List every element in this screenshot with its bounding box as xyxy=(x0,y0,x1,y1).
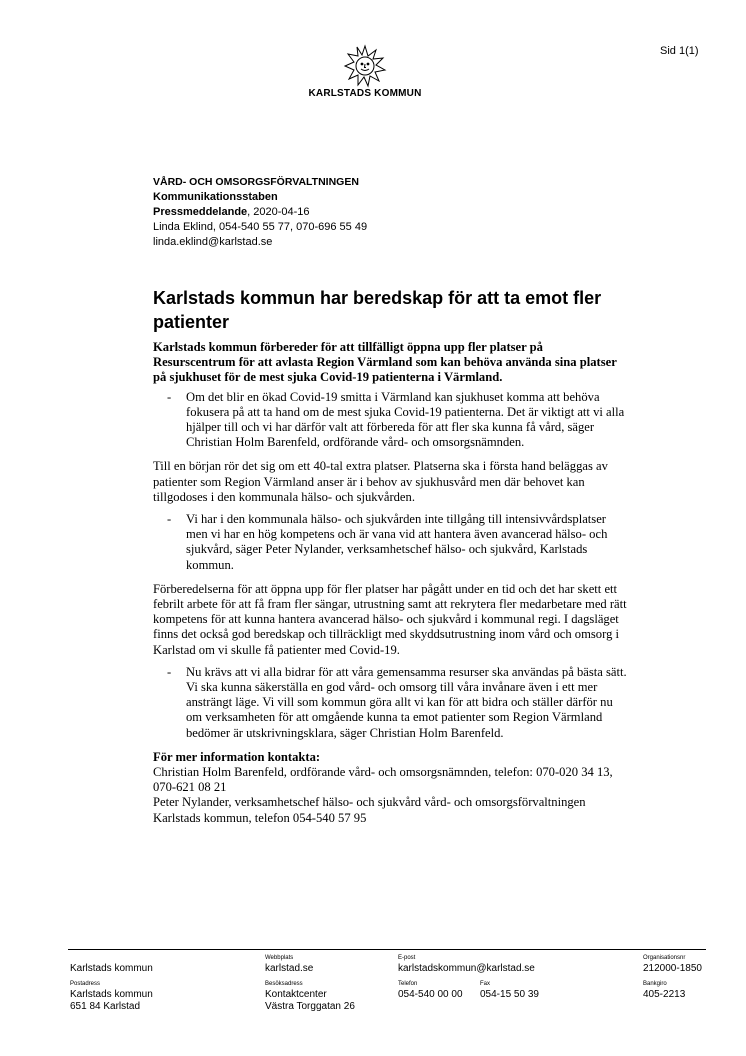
quote-1 xyxy=(153,390,628,451)
quote-3 xyxy=(153,665,628,741)
contact-person-1: Christian Holm Barenfeld, ordförande vård- och omsorgsnämnden, telefon: 070-020 34 13, 070-621 08 21 xyxy=(153,765,613,795)
footer-fax-value: 054-15 50 39 xyxy=(480,989,539,1000)
quote-dash: - xyxy=(167,512,172,527)
contact-person-2: Peter Nylander, verksamhetschef hälso- och sjukvård vård- och omsorgsförvaltningen Karlstads kommun, telefon 054-540 57 95 xyxy=(153,795,586,825)
footer-visit-line2: Västra Torggatan 26 xyxy=(265,1001,355,1012)
contact-line: Linda Eklind, 054-540 55 77, 070-696 55 49 xyxy=(153,221,368,233)
contacts-heading: För mer information kontakta: xyxy=(153,749,321,764)
sun-logo-icon xyxy=(343,44,387,88)
footer-email-link[interactable]: karlstadskommun@karlstad.se xyxy=(398,963,535,974)
quote-dash: - xyxy=(167,664,172,679)
quote-text: Nu krävs att vi alla bidrar för att våra gemensamma resurser ska användas på bästa sätt. Vi ska kunna säkerställa en god vård- och omsorg till våra invånare även i ett mer ansträngt läge. Vi vill som kommun göra allt vi kan för att bidra och ställer därför nu om verksamheten för att omgående kunna ta emot patienter som Region Värmland bedömer är utskrivningsklara, säger Christian Holm Barenfeld. xyxy=(186,664,627,740)
department-name: VÅRD- OCH OMSORGSFÖRVALTNINGEN xyxy=(153,176,359,188)
footer-fax-label: Fax xyxy=(480,981,491,987)
footer-bankgiro-label: Bankgiro xyxy=(643,981,667,987)
quote-2 xyxy=(153,512,628,573)
footer-post-label: Postadress xyxy=(70,981,101,987)
headline: Karlstads kommun har beredskap för att ta emot fler patienter xyxy=(153,288,602,332)
sender-block xyxy=(153,175,367,250)
logo-text: KARLSTADS KOMMUN xyxy=(308,88,422,99)
footer-phone-label: Telefon xyxy=(398,981,418,987)
quote-text: Vi har i den kommunala hälso- och sjukvården inte tillgång till intensivvårdsplatser men vi har en hög kompetens och är vana vid att hantera även avancerad hälso- och sjukvård, säger Peter Nylander, verksamhetschef hälso- och sjukvård, Karlstads kommun. xyxy=(186,512,608,572)
staff-name: Kommunikationsstaben xyxy=(153,191,278,203)
footer-web-link[interactable]: karlstad.se xyxy=(265,963,314,974)
footer-visit-label: Besöksadress xyxy=(265,981,303,987)
footer-phone-value: 054-540 00 00 xyxy=(398,989,463,1000)
footer-visit-line1: Kontaktcenter xyxy=(265,989,327,1000)
footer-orgnr-label: Organisationsnr xyxy=(643,955,686,961)
quote-dash: - xyxy=(167,389,172,404)
lead-paragraph: Karlstads kommun förbereder för att tillfälligt öppna upp fler platser på Resurscentrum för att avlasta Region Värmland som kan behöva använda sina platser på sjukhuset för de mest sjuka Covid-19 patienterna i Värmland. xyxy=(153,340,617,385)
paragraph-2: Förberedelserna för att öppna upp för fler platser har pågått under en tid och det har skett ett febrilt arbete för att få fram fler sängar, utrustning samt att rekrytera fler medarbetare med rätt kompetens för att kunna hantera avancerad hälso- och sjukvård i kommunal regi. I dagsläget finns det också god beredskap och tillräckligt med skyddsutrustning inom vård och omsorg i Karlstad om vi skulle få patienter med Covid-19. xyxy=(153,581,627,657)
footer-web-label: Webbplats xyxy=(265,955,294,961)
contact-email[interactable]: linda.eklind@karlstad.se xyxy=(153,236,273,248)
page-number: Sid 1(1) xyxy=(660,45,699,57)
paragraph-1: Till en början rör det sig om ett 40-tal extra platser. Platserna ska i första hand beläggas av patienter som Region Värmland anser är i behov av sjukhusvård men där behovet kan tillgodoses i den kommunala hälso- och sjukvården. xyxy=(153,459,608,504)
press-label: Pressmeddelande xyxy=(153,206,248,218)
footer-post-line2: 651 84 Karlstad xyxy=(70,1001,141,1012)
footer-email-label: E-post xyxy=(398,955,416,961)
footer-orgnr-value: 212000-1850 xyxy=(643,963,702,974)
article-body xyxy=(153,340,628,826)
press-line xyxy=(153,205,367,220)
logo xyxy=(300,44,430,99)
footer-bankgiro-value: 405-2213 xyxy=(643,989,686,1000)
quote-text: Om det blir en ökad Covid-19 smitta i Värmland kan sjukhuset komma att behöva fokusera på att ta hand om de mest sjuka Covid-19 patienterna. Det är viktigt att vi alla hjälper till och vi har därför valt att förbereda för att fler ska kunna få vård, säger Christian Holm Barenfeld, ordförande vård- och omsorgsnämnden. xyxy=(186,389,625,450)
footer-org-name: Karlstads kommun xyxy=(70,963,153,974)
press-date: , 2020-04-16 xyxy=(247,206,310,218)
footer-divider xyxy=(68,949,706,950)
footer-post-line1: Karlstads kommun xyxy=(70,989,153,1000)
